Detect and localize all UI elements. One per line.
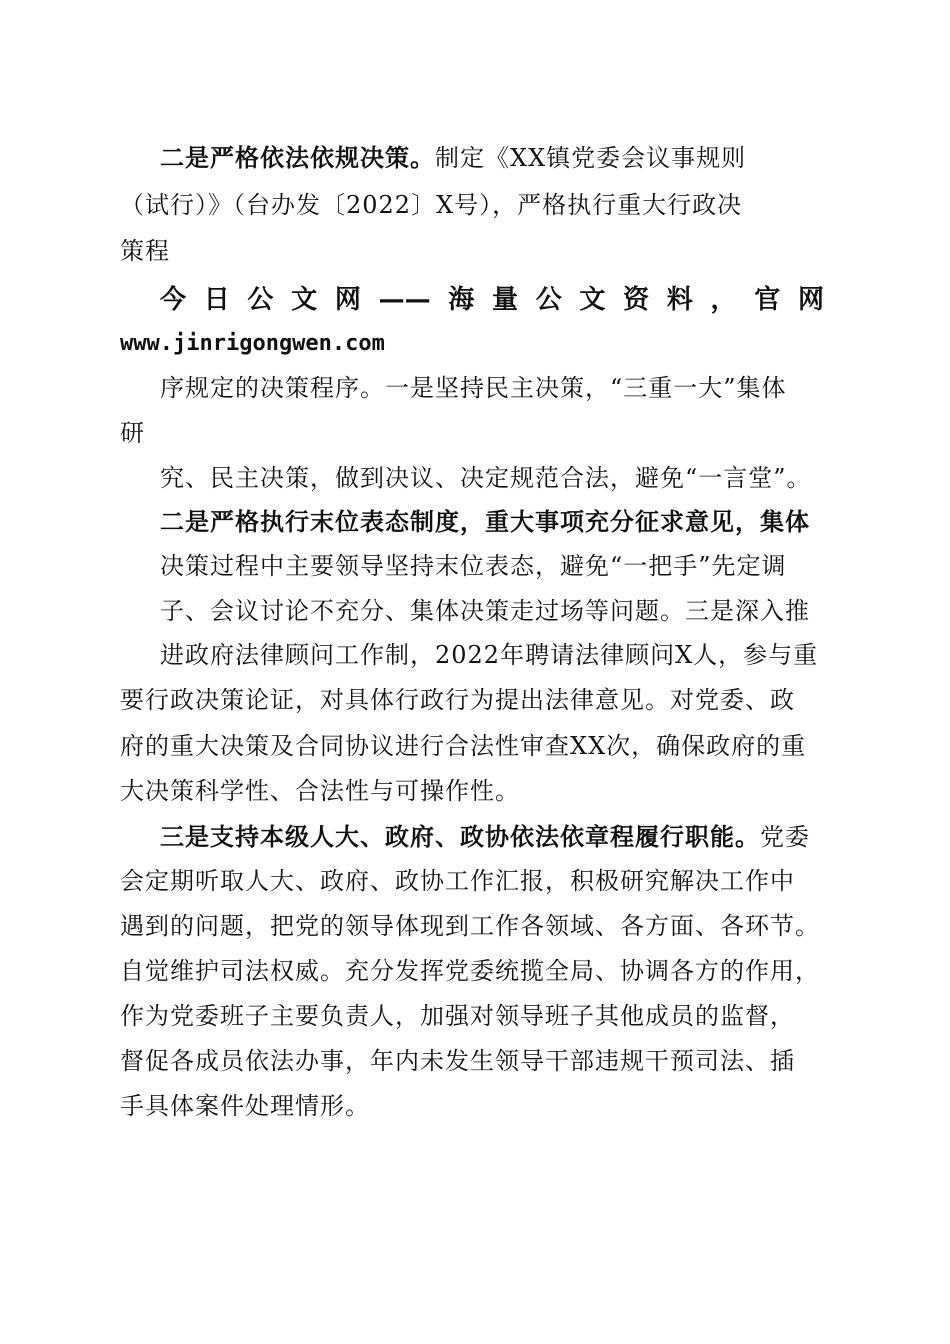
p3-line-5: 作为党委班子主要负责人，加强对领导班子其他成员的监督， — [120, 1002, 795, 1030]
p1-line-2: （试行）》（台办发〔2022〕X号），严格执行重大行政决 — [120, 191, 743, 219]
ad-title: 今日公文网——海量公文资料，官网 — [160, 285, 824, 315]
p2-line-5: 决策过程中主要领导坚持末位表态，避免“一把手”先定调 — [160, 552, 787, 580]
p2-line-10: 大决策科学性、合法性与可操作性。 — [120, 777, 520, 805]
p1-line-1-text: 制定《XX镇党委会议事规则 — [435, 144, 747, 172]
p3-line-1 — [160, 822, 810, 852]
p3-heading: 三是支持本级人大、政府、政协依法依章程履行职能。 — [160, 822, 760, 851]
p3-line-7: 手具体案件处理情形。 — [120, 1092, 370, 1120]
p2-line-3: 究、民主决策，做到决议、决定规范合法，避免“一言堂”。 — [160, 464, 812, 492]
p3-line-2: 会定期听取人大、政府、政协工作汇报，积极研究解决工作中 — [120, 867, 795, 895]
p2-line-4: 二是严格执行末位表态制度，重大事项充分征求意见，集体 — [160, 507, 810, 536]
p2-line-7: 进政府法律顾问工作制，2022年聘请法律顾问X人，参与重 — [160, 641, 819, 669]
p3-line-6: 督促各成员依法办事，年内未发生领导干部违规干预司法、插 — [120, 1047, 795, 1075]
p1-line-3: 策程 — [120, 237, 170, 265]
p2-line-2: 研 — [120, 419, 145, 447]
p2-line-8: 要行政决策论证，对具体行政行为提出法律意见。对党委、政 — [120, 686, 795, 714]
p2-line-1: 序规定的决策程序。一是坚持民主决策，“三重一大”集体 — [160, 374, 787, 402]
p3-line-1-text: 党委 — [760, 823, 810, 851]
p3-line-3: 遇到的问题，把党的领导体现到工作各领域、各方面、各环节。 — [120, 912, 820, 940]
p2-line-6: 子、会议讨论不充分、集体决策走过场等问题。三是深入推 — [160, 597, 810, 625]
ad-url-link[interactable]: www.jinrigongwen.com — [120, 331, 385, 356]
p3-line-4: 自觉维护司法权威。充分发挥党委统揽全局、协调各方的作用， — [120, 957, 820, 985]
p2-line-9: 府的重大决策及合同协议进行合法性审查XX次，确保政府的重 — [120, 732, 807, 760]
p1-line-1 — [160, 143, 746, 173]
p1-heading: 二是严格依法依规决策。 — [160, 143, 435, 172]
